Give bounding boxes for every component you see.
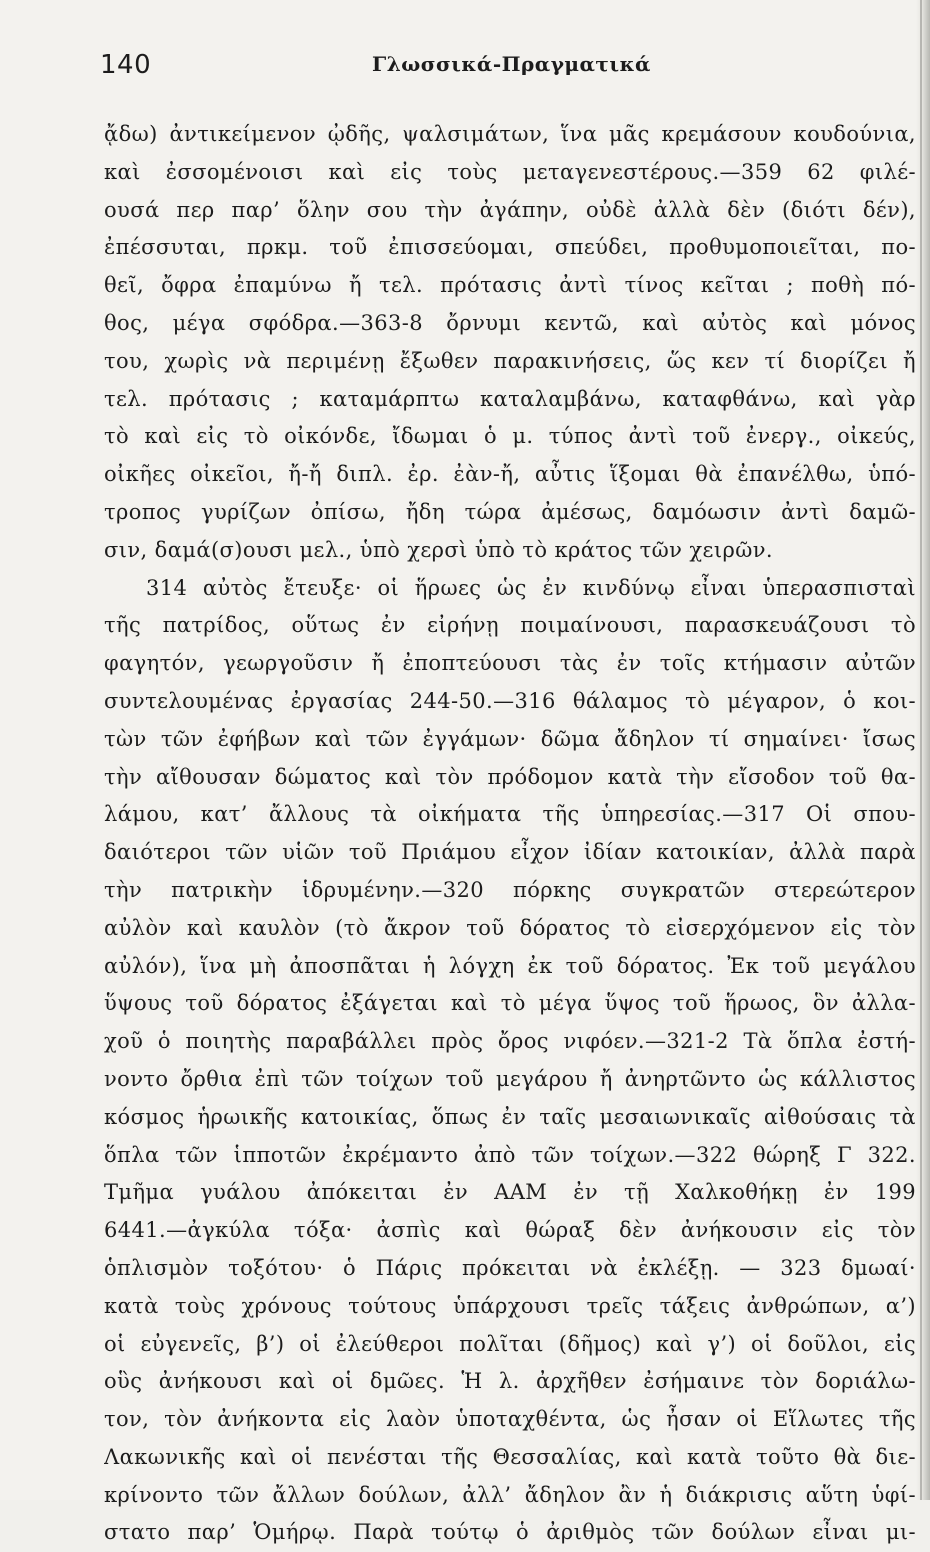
page-gutter-line bbox=[920, 0, 922, 1500]
text-line: του, χωρὶς νὰ περιμένῃ ἔξωθεν παρακινήσεις, ὥς κεν τί διορίζει ἤ bbox=[104, 348, 916, 373]
text-line: χοῦ ὁ ποιητὴς παραβάλλει πρὸς ὄρος νιφόεν.—321-2 Τὰ ὅπλα ἐστή- bbox=[104, 1029, 916, 1054]
text-line: οἱ εὐγενεῖς, β’) οἱ ἐλεύθεροι πολῖται (δῆμος) καὶ γ’) οἱ δοῦλοι, εἰς bbox=[104, 1331, 916, 1356]
text-line: τον, τὸν ἀνήκοντα εἰς λαὸν ὑποταχθέντα, ὡς ἦσαν οἱ Εἵλωτες τῆς bbox=[104, 1407, 916, 1432]
running-title: Γλωσσικά-Πραγματικά bbox=[372, 52, 651, 76]
text-line: αὐλὸν καὶ καυλὸν (τὸ ἄκρον τοῦ δόρατος τὸ εἰσερχόμενον εἰς τὸν bbox=[104, 915, 916, 940]
text-line: σιν, δαμά(σ)ουσι μελ., ὑπὸ χερσὶ ὑπὸ τὸ κράτος τῶν χειρῶν. bbox=[104, 537, 773, 562]
text-line: 314 αὐτὸς ἔτευξε· οἱ ἥρωες ὡς ἐν κινδύνῳ εἶναι ὑπερασπισταὶ bbox=[146, 575, 916, 600]
text-line: 6441.—ἀγκύλα τόξα· ἀσπὶς καὶ θώραξ δὲν ἀνήκουσιν εἰς τὸν bbox=[104, 1218, 916, 1243]
text-line: ἐπέσσυται, πρκμ. τοῦ ἐπισσεύομαι, σπεύδει, προθυμοποιεῖται, πο- bbox=[104, 235, 916, 260]
page-header bbox=[100, 50, 918, 90]
text-line: λάμου, κατ’ ἄλλους τὰ οἰκήματα τῆς ὑπηρεσίας.—317 Οἱ σπου- bbox=[104, 802, 916, 827]
page-number: 140 bbox=[100, 50, 152, 80]
text-line: κόσμος ἡρωικῆς κατοικίας, ὅπως ἐν ταῖς μεσαιωνικαῖς αἰθούσαις τὰ bbox=[104, 1104, 916, 1129]
text-line: τροπος γυρίζων ὀπίσω, ἤδη τώρα ἀμέσως, δαμόωσιν ἀντὶ δαμῶ- bbox=[104, 499, 916, 524]
text-line: τὼν τῶν ἐφήβων καὶ τῶν ἐγγάμων· δῶμα ἄδηλον τί σημαίνει· ἴσως bbox=[104, 726, 916, 751]
text-line: νοντο ὄρθια ἐπὶ τῶν τοίχων τοῦ μεγάρου ἤ ἀνηρτῶντο ὡς κάλλιστος bbox=[104, 1066, 916, 1091]
text-line: τὴν πατρικὴν ἱδρυμένην.—320 πόρκης συγκρατῶν στερεώτερον bbox=[104, 877, 916, 902]
text-line: καὶ ἐσσομένοισι καὶ εἰς τοὺς μεταγενεστέρους.—359 62 φιλέ- bbox=[104, 159, 916, 184]
text-line: οἰκῆες οἰκεῖοι, ἤ-ἤ διπλ. ἐρ. ἐὰν-ἤ, αὖτις ἵξομαι θὰ ἐπανέλθω, ὑπό- bbox=[104, 462, 916, 487]
text-line: συντελουμένας ἐργασίας 244-50.—316 θάλαμος τὸ μέγαρον, ὁ κοι- bbox=[104, 688, 916, 713]
text-line: θος, μέγα σφόδρα.—363-8 ὄρνυμι κεντῶ, καὶ αὐτὸς καὶ μόνος bbox=[104, 310, 916, 335]
text-line: τὸ καὶ εἰς τὸ οἰκόνδε, ἴδωμαι ὁ μ. τύπος ἀντὶ τοῦ ἐνεργ., οἰκεύς, bbox=[104, 424, 916, 449]
text-line: αὐλόν), ἵνα μὴ ἀποσπᾶται ἡ λόγχη ἐκ τοῦ δόρατος. Ἐκ τοῦ μεγάλου bbox=[104, 953, 916, 978]
text-line: τὴν αἴθουσαν δώματος καὶ τὸν πρόδομον κατὰ τὴν εἴσοδον τοῦ θα- bbox=[104, 764, 916, 789]
text-line: τῆς πατρίδος, οὕτως ἐν εἰρήνῃ ποιμαίνουσι, παρασκευάζουσι τὸ bbox=[104, 613, 916, 638]
text-line: θεῖ, ὄφρα ἐπαμύνω ἤ τελ. πρότασις ἀντὶ τίνος κεῖται ; ποθὴ πό- bbox=[104, 273, 916, 298]
text-line: τελ. πρότασις ; καταμάρπτω καταλαμβάνω, καταφθάνω, καὶ γὰρ bbox=[104, 386, 916, 411]
text-line: οὓς ἀνήκουσι καὶ οἱ δμῶες. Ἡ λ. ἀρχῆθεν ἐσήμαινε τὸν δοριάλω- bbox=[104, 1369, 916, 1394]
text-line: ὕψους τοῦ δόρατος ἐξάγεται καὶ τὸ μέγα ὕψος τοῦ ἥρωος, ὃν ἀλλα- bbox=[104, 991, 916, 1016]
text-line: ὅπλα τῶν ἱπποτῶν ἐκρέμαντο ἀπὸ τῶν τοίχων.—322 θώρηξ Γ 322. bbox=[104, 1142, 916, 1167]
text-line: φαγητόν, γεωργοῦσιν ἤ ἐποπτεύουσι τὰς ἐν τοῖς κτήμασιν αὐτῶν bbox=[104, 651, 916, 676]
text-line: κρίνοντο τῶν ἄλλων δούλων, ἀλλ’ ἄδηλον ἂν ἡ διάκρισις αὕτη ὑφί- bbox=[104, 1482, 916, 1507]
text-line: ᾄδω) ἀντικείμενον ᾠδῆς, ψαλσιμάτων, ἵνα μᾶς κρεμάσουν κουδούνια, bbox=[104, 122, 916, 146]
text-line: στατο παρ’ Ὁμήρῳ. Παρὰ τούτῳ ὁ ἀριθμὸς τῶν δούλων εἶναι μι- bbox=[104, 1520, 916, 1545]
text-line: Λακωνικῆς καὶ οἱ πενέσται τῆς Θεσσαλίας, καὶ κατὰ τοῦτο θὰ διε- bbox=[104, 1444, 916, 1469]
text-line: ὁπλισμὸν τοξότου· ὁ Πάρις πρόκειται νὰ ἐκλέξῃ. — 323 δμωαί· bbox=[104, 1255, 916, 1280]
book-spine-edge bbox=[916, 0, 930, 1500]
text-line: δαιότεροι τῶν υἱῶν τοῦ Πριάμου εἶχον ἰδίαν κατοικίαν, ἀλλὰ παρὰ bbox=[104, 840, 916, 865]
text-line: ουσά περ παρ’ ὅλην σου τὴν ἀγάπην, οὐδὲ ἀλλὰ δὲν (διότι δέν), bbox=[104, 197, 916, 222]
text-line: κατὰ τοὺς χρόνους τούτους ὑπάρχουσι τρεῖς τάξεις ἀνθρώπων, α’) bbox=[104, 1293, 916, 1318]
text-line: Τμῆμα γυάλου ἀπόκειται ἐν ΑΑΜ ἐν τῇ Χαλκοθήκῃ ἐν 199 bbox=[104, 1180, 916, 1205]
commentary-text bbox=[104, 116, 916, 1552]
